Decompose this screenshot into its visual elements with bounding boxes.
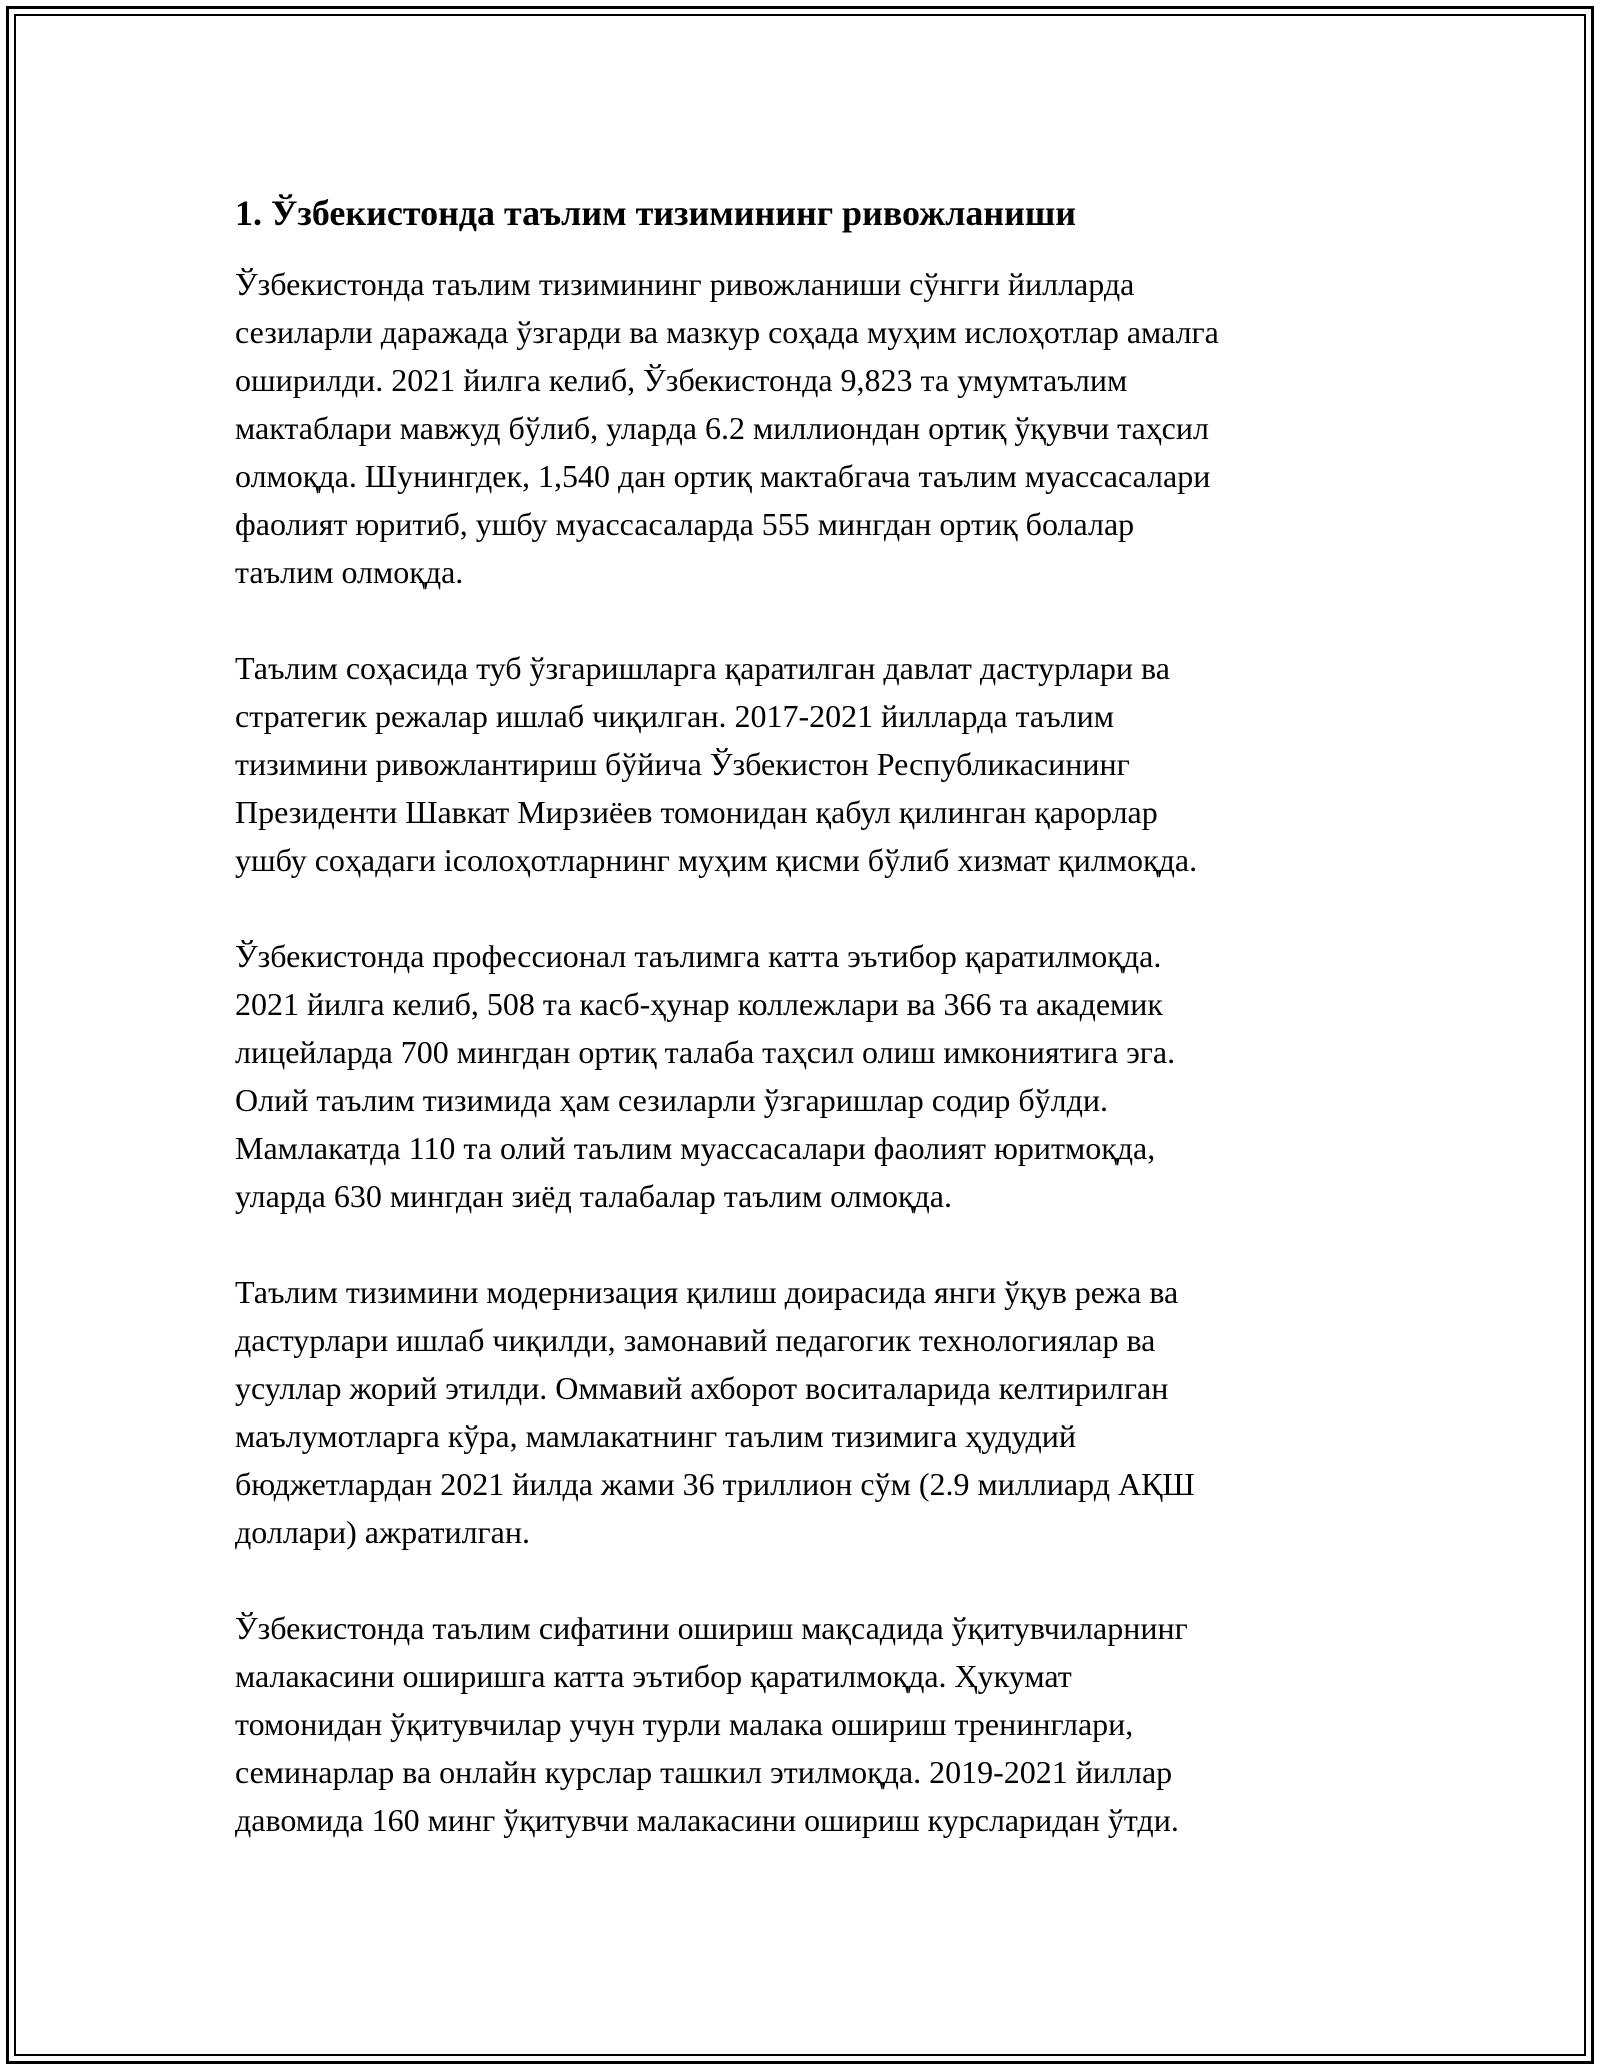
section-heading: 1. Ўзбекистонда таълим тизимининг ривожланиши bbox=[235, 193, 1077, 233]
paragraph-4: Таълим тизимини модернизация қилиш доирасида янги ўқув режа ва дастурлари ишлаб чиқилди, замонавий педагогик технологиялар ва усуллар жорий этилди. Оммавий ахборот воситаларида келтирилган маълумотларга кўра, мамлакатнинг таълим тизимига ҳудудий бюджетлардан 2021 йилда жами 36 триллион сўм (2.9 миллиард АҚШ доллари) ажратилган. bbox=[235, 1274, 1195, 1550]
document-body bbox=[235, 188, 1385, 1892]
paragraph-5: Ўзбекистонда таълим сифатини ошириш мақсадида ўқитувчиларнинг малакасини оширишга катта эътибор қаратилмоқда. Ҳукумат томонидан ўқитувчилар учун турли малака ошириш тренинглари, семинарлар ва онлайн курслар ташкил этилмоқда. 2019-2021 йиллар давомида 160 минг ўқитувчи малакасини ошириш курсларидан ўтди. bbox=[235, 1610, 1188, 1838]
paragraph-2: Таълим соҳасида туб ўзгаришларга қаратилган давлат дастурлари ва стратегик режалар ишлаб чиқилган. 2017-2021 йилларда таълим тизимини ривожлантириш бўйича Ўзбекистон Республикасининг Президенти Шавкат Мирзиёев томонидан қабул қилинган қарорлар ушбу соҳадаги ісолоҳотларнинг муҳим қисми бўлиб хизмат қилмоқда. bbox=[235, 650, 1198, 878]
paragraph-1: Ўзбекистонда таълим тизимининг ривожланиши сўнгги йилларда сезиларли даражада ўзгарди ва мазкур соҳада муҳим ислоҳотлар амалга оширилди. 2021 йилга келиб, Ўзбекистонда 9,823 та умумтаълим мактаблари мавжуд бўлиб, уларда 6.2 миллиондан ортиқ ўқувчи таҳсил олмоқда. Шунингдек, 1,540 дан ортиқ мактабгача таълим муассасалари фаолият юритиб, ушбу муассасаларда 555 мингдан ортиқ болалар таълим олмоқда. bbox=[235, 266, 1219, 590]
paragraph-3: Ўзбекистонда профессионал таълимга катта эътибор қаратилмоқда. 2021 йилга келиб, 508 та касб-ҳунар коллежлари ва 366 та академик лицейларда 700 мингдан ортиқ талаба таҳсил олиш имкониятига эга. Олий таълим тизимида ҳам сезиларли ўзгаришлар содир бўлди. Мамлакатда 110 та олий таълим муассасалари фаолият юритмоқда, уларда 630 мингдан зиёд талабалар таълим олмоқда. bbox=[235, 938, 1176, 1214]
